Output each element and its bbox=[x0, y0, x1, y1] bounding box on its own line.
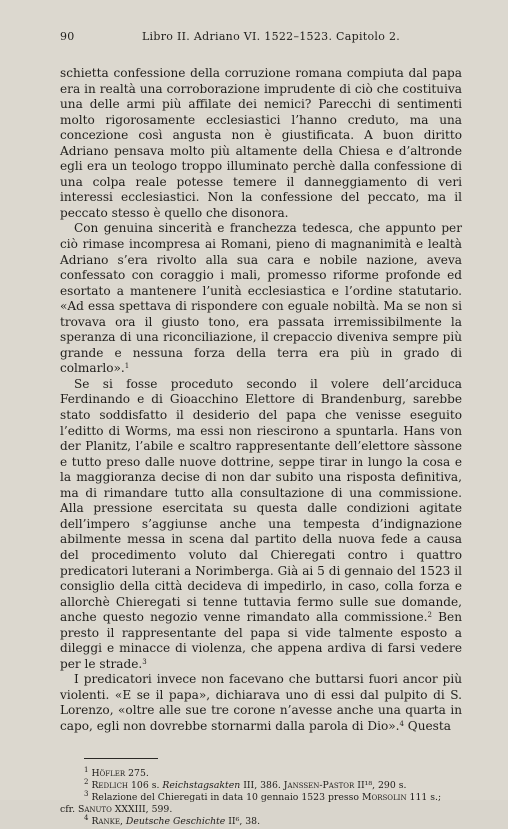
footnote bbox=[60, 765, 462, 780]
footnote-text: XXXIII, 599. bbox=[111, 804, 173, 816]
footnote-mark: 2 bbox=[84, 777, 89, 786]
footnote bbox=[60, 777, 462, 792]
footnote-text: 111 s.; bbox=[406, 791, 442, 803]
footnote-reference[interactable]: 2 bbox=[427, 611, 432, 620]
footnote-text: II¹⁸, 290 s. bbox=[354, 779, 407, 791]
paragraph bbox=[60, 377, 462, 672]
paragraph-text: Ben presto il rappresentante del papa si vide talmente esposto a dileggi e minacce di violenza, che appena ardiva di farsi vedere per le strade. bbox=[60, 610, 462, 671]
footnote-mark: 3 bbox=[84, 789, 89, 798]
paragraph-text: Se si fosse proceduto secondo il volere dell’arciduca Ferdinando e di Gioacchino Elettore di Brandenburg, sarebbe stato soddisfatto il desiderio del papa che venisse eseguito l’editto di Worms, ma essi non riescirono a spuntarla. Hans von der Planitz, l’abile e scaltro rappresentante dell’elettore sàssone e tutto preso dalle nuove dottrine, seppe tirar in lungo la cosa e la maggioranza decise di non dar subito una risposta definitiva, ma di rimandare tutto alla consultazione di una commissione. Alla pressione esercitata su questa dalle condizioni agitate dell’impero s’aggiunse anche una tempesta d’indignazione abilmente messa in scena dal partito della nuova fede a causa del procedimento voluto dal Chieregati contro i quattro predicatori luterani a Norimberga. Già ai 5 di gennaio del 1523 il consiglio della città decideva di impedirlo, in caso, colla forza e allorchè Chieregati si tenne tuttavia fermo sulle sue domande, anche questo negozio venne rimandato alla commissione. bbox=[60, 376, 462, 625]
page-number: 90 bbox=[60, 30, 75, 43]
footnote-text: II⁶, 38. bbox=[225, 816, 261, 828]
footnote-text: Sanuto bbox=[77, 804, 112, 816]
footnote-text: Janssen-Pastor bbox=[283, 779, 355, 791]
footnote-mark: 4 bbox=[84, 814, 89, 823]
footnote-text: Redlich bbox=[91, 779, 129, 791]
footnote-reference[interactable]: 1 bbox=[124, 362, 130, 371]
footnote-text: III, 386. bbox=[240, 779, 284, 791]
footnote-mark: 1 bbox=[84, 765, 89, 774]
footnote-separator bbox=[84, 758, 158, 759]
footnote-text: Relazione del Chieregati in data 10 gennaio 1523 presso bbox=[91, 791, 362, 803]
running-title: Libro II. Adriano VI. 1522–1523. Capitolo 2. bbox=[141, 30, 401, 43]
paragraph-text: schietta confessione della corruzione romana compiuta dal papa era in realtà una corroborazione imprudente di ciò che costituiva una delle armi più affilate dei nemici? Parecchi di sentimenti molto rigorosamente ecclesiastici l’hanno creduto, ma una concezione così angusta non è giustificata. A buon diritto Adriano pensava molto più altamente della Chiesa e d’altronde egli era un teologo troppo illuminato perchè dalla confessione di una colpa reale potesse temere il danneggiamento di veri interessi ecclesiastici. Non la confessione del peccato, ma il peccato stesso è quello che disonora. bbox=[60, 66, 462, 220]
footnote-text: Reichstagsakten bbox=[162, 779, 241, 791]
paragraph bbox=[60, 672, 462, 734]
paragraph-text: I predicatori invece non facevano che buttarsi fuori ancor più violenti. «E se il papa», dichiarava uno di essi dal pulpito di S. Lorenzo, «oltre alle sue tre corone n’avesse anche una quarta in capo, egli non dovrebbe stornarmi dalla parola di Dio». bbox=[60, 672, 462, 733]
footnote-text: Deutsche Geschichte bbox=[125, 816, 226, 828]
footnote-text: , bbox=[119, 816, 126, 828]
paragraph bbox=[60, 221, 462, 376]
footnote-text: 275. bbox=[125, 767, 149, 779]
footnote bbox=[60, 804, 462, 816]
paragraph-text: Con genuina sincerità e franchezza tedesca, che appunto per ciò rimase incompresa ai Romani, pieno di magnanimità e lealtà Adriano s’era rivolto alla sua cara e nobile nazione, aveva confessato con coraggio i mali, promesso riforme profonde ed esortato a mantenere l’unità ecclesiastica e l’ordine statutario. «Ad essa spettava di rispondere con eguale nobiltà. Ma se non si trovava ora il giusto tono, era passata irremissibilmente la speranza di una riconciliazione, il crepaccio diveniva sempre più grande e nessuna forza della terra era più in grado di colmarlo». bbox=[60, 221, 462, 376]
paragraph-text: Questa bbox=[403, 718, 451, 733]
footnote-reference[interactable]: 4 bbox=[399, 719, 404, 728]
footnote-text: Ranke bbox=[91, 816, 120, 828]
footnote bbox=[60, 789, 462, 804]
footnote-text: cfr. bbox=[60, 804, 78, 816]
footnote bbox=[60, 816, 462, 828]
footnote-text: Morsolin bbox=[361, 791, 407, 803]
running-header bbox=[60, 30, 462, 43]
paragraph bbox=[60, 66, 462, 221]
footnote-text: 106 s. bbox=[128, 779, 163, 791]
footnotes bbox=[60, 765, 462, 829]
footnote-reference[interactable]: 3 bbox=[142, 657, 147, 666]
footnote-text: Höfler bbox=[91, 767, 126, 779]
main-text bbox=[60, 66, 462, 735]
